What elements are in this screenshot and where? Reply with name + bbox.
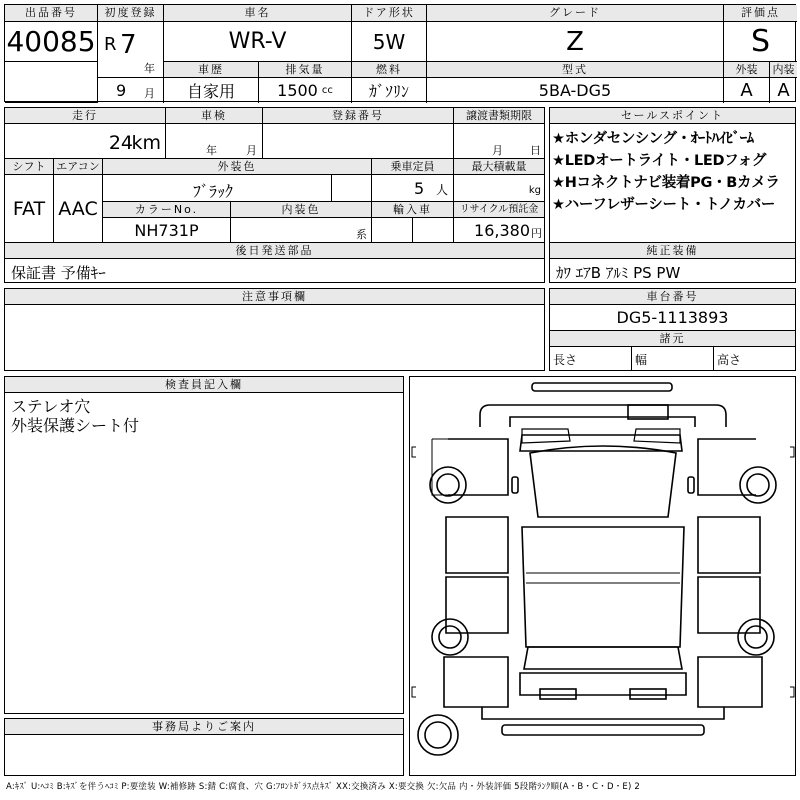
import-cell (372, 218, 454, 242)
year-unit: 年 (144, 62, 155, 75)
chassis-label: 車台番号 (550, 289, 795, 305)
sales-point-item: ★LEDオートライト・LEDフォグ (552, 153, 767, 169)
inspector-note: 外装保護シート付 (11, 416, 140, 435)
equipment-value: ｶﾜ ｴｱB ｱﾙﾐ PS PW (556, 264, 681, 282)
shift-label: シフト (5, 159, 54, 175)
displacement-unit: cc (321, 85, 333, 96)
dims-label: 諸元 (550, 331, 795, 347)
displacement-value: 1500 (277, 81, 318, 100)
load-cell (454, 175, 544, 202)
transfer-day-unit: 日 (530, 144, 541, 157)
dims-row (550, 347, 795, 371)
import-label: 輸入車 (372, 202, 454, 218)
month-unit: 月 (144, 87, 155, 100)
lot-empty (5, 62, 98, 103)
load-unit: kg (528, 185, 541, 196)
inspection-month-unit: 月 (246, 144, 257, 157)
interior-label: 内装 (770, 62, 797, 78)
interior-value: A (777, 80, 790, 101)
color-no-value: NH731P (103, 218, 231, 242)
mileage-label: 走行 (5, 108, 166, 124)
ext-color-value: ﾌﾞﾗｯｸ (193, 182, 234, 201)
shift-value: FAT (5, 175, 54, 242)
details-table (4, 107, 545, 243)
int-color-label: 内装色 (231, 202, 372, 218)
inspector-notes (5, 393, 403, 439)
vehicle-diagram (410, 377, 795, 775)
reg-year: 7 (120, 30, 137, 60)
car-name: WR-V (164, 22, 352, 62)
sales-points-label: セールスポイント (550, 108, 795, 124)
later-parts-label: 後日発送部品 (5, 243, 544, 259)
exterior-value: A (724, 78, 770, 103)
vehicle-diagram-box (409, 376, 796, 776)
equipment-box (549, 242, 796, 283)
width-label: 幅 (632, 347, 714, 371)
history-label: 車歴 (164, 62, 259, 77)
lot-label: 出品番号 (5, 5, 98, 22)
recycle-value: 16,380 (474, 221, 530, 240)
recycle-cell (454, 218, 544, 242)
inspector-box (4, 376, 404, 714)
score-value: S (724, 22, 797, 62)
inspector-label: 検査員記入欄 (5, 377, 403, 393)
car-name-label: 車名 (164, 5, 352, 22)
door-label: ドア形状 (352, 5, 427, 22)
sales-point-item: ★ハーフレザーシート・トノカバー (552, 197, 776, 213)
displacement-label: 排気量 (285, 63, 325, 76)
ext-color-divider (331, 175, 332, 201)
door-value: 5W (352, 22, 427, 62)
reg-month: 9 (116, 81, 127, 100)
reg-no-label: 登録番号 (263, 108, 454, 124)
recycle-unit: 円 (531, 227, 542, 240)
equipment-label: 純正装備 (550, 243, 795, 259)
history-displacement-cell (164, 78, 352, 103)
ext-color-cell (103, 175, 372, 202)
exterior-label: 外装 (724, 62, 770, 78)
int-color-cell (231, 218, 372, 242)
inspector-note: ステレオ穴 (11, 397, 91, 416)
era: R (104, 34, 117, 55)
ext-color-label: 外装色 (103, 159, 372, 175)
fuel-label: 燃料 (352, 62, 427, 78)
grade-value: Z (427, 22, 724, 62)
sales-points-list (550, 124, 795, 216)
recycle-label: リサイクル預託金 (454, 202, 544, 218)
capacity-unit: 人 (436, 183, 449, 197)
transfer-label: 譲渡書類期限 (454, 108, 544, 124)
inspection-cell (166, 124, 263, 159)
mileage-value: 24 (108, 132, 133, 154)
notes-label: 注意事項欄 (5, 289, 544, 305)
sales-point-item: ★Hコネクトナビ装着PG・Bカメラ (552, 175, 780, 191)
office-label: 事務局よりご案内 (5, 719, 403, 735)
sales-point-item: ★ホンダセンシング・ｵｰﾄﾊｲﾋﾞｰﾑ (552, 131, 754, 147)
chassis-value: DG5-1113893 (550, 305, 795, 331)
grade-label: グレード (427, 5, 724, 22)
fuel-value: ｶﾞｿﾘﾝ (352, 78, 427, 103)
sales-points-box (549, 107, 796, 243)
first-reg-label: 初度登録 (98, 5, 164, 22)
chassis-box (549, 288, 796, 371)
later-parts-box (4, 242, 545, 283)
history-label-wrap (164, 62, 352, 78)
reg-no-cell (263, 124, 454, 159)
color-no-label: カラーNo. (103, 202, 231, 218)
capacity-cell (372, 175, 454, 202)
office-box (4, 718, 404, 776)
inspection-year-unit: 年 (206, 144, 217, 157)
ac-value: AAC (54, 175, 103, 242)
load-label: 最大積載量 (454, 159, 544, 175)
history-value: 自家用 (164, 78, 259, 103)
length-label: 長さ (550, 347, 632, 371)
later-parts-value: 保証書 予備ｷｰ (11, 264, 106, 282)
capacity-label: 乗車定員 (372, 159, 454, 175)
header-table (4, 4, 796, 102)
height-label: 高さ (717, 353, 742, 367)
lot-number: 40085 (5, 22, 98, 62)
month-cell (98, 78, 164, 103)
transfer-month-unit: 月 (492, 144, 503, 157)
inspection-label: 車検 (166, 108, 263, 124)
capacity-value: 5 (414, 179, 425, 198)
import-divider (412, 218, 413, 242)
model-value: 5BA-DG5 (427, 78, 724, 103)
notes-box (4, 288, 545, 371)
mileage-unit: km (131, 132, 161, 154)
first-reg-cell (98, 22, 164, 78)
mileage-cell (5, 124, 166, 159)
transfer-cell (454, 124, 544, 159)
legend-footer: A:ｷｽﾞ U:ﾍｺﾐ B:ｷｽﾞを伴うﾍｺﾐ P:要塗装 W:補修跡 S:錆 C:腐食、穴 G:ﾌﾛﾝﾄｶﾞﾗｽ点ｷｽﾞ XX:交換済み X:要交換 欠:欠品 内・外装評価 5段階ﾗﾝｸ順(A・B・C・D・E) 2 (6, 782, 641, 792)
ac-label: エアコン (54, 159, 103, 175)
score-label: 評価点 (724, 5, 797, 22)
int-color-unit: 系 (356, 228, 367, 241)
model-label: 型式 (427, 62, 724, 78)
